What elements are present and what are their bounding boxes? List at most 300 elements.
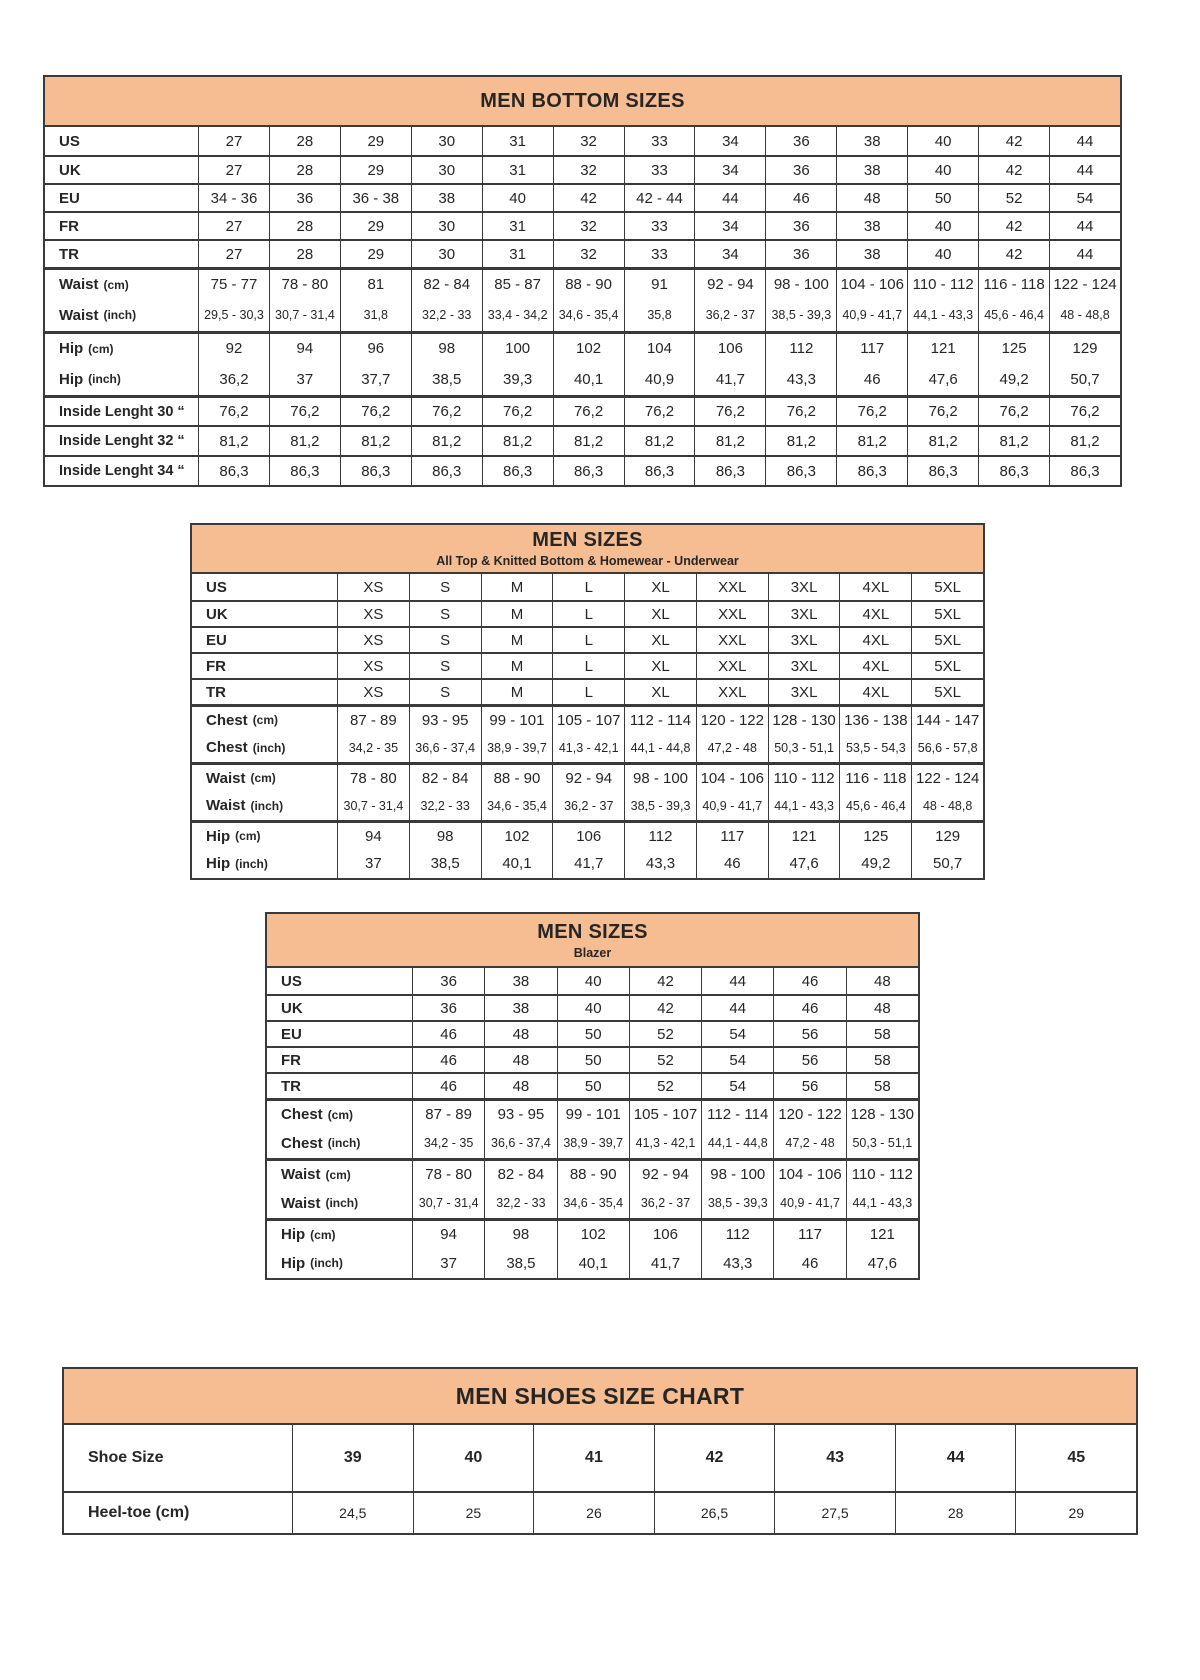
value-cell: M [481,680,553,704]
value-cell: 44 [694,185,765,211]
value-cell: L [552,602,624,626]
men-bottom-sizes-body [45,127,1120,485]
value-cell: 81,2 [198,427,269,455]
value-cell: 42 [629,968,701,994]
row-label [45,363,198,395]
value-cell: 92 - 94 [694,270,765,299]
value-cell: 98 [484,1221,556,1248]
value-cell: 44 [1049,241,1120,267]
row-label-text: TR [59,245,79,263]
value-cell: 88 - 90 [481,765,553,791]
value-cell: 94 [269,334,340,363]
value-cell: 93 - 95 [484,1101,556,1128]
value-cell: 81,2 [978,427,1049,455]
value-cell: 38,9 - 39,7 [481,733,553,762]
value-cell: 40 [907,157,978,183]
value-cell: 106 [552,823,624,849]
value-cell: 48 [484,1074,556,1098]
value-cell: 50,7 [1049,363,1120,395]
value-cell: 31 [482,127,553,155]
row-label-unit: (inch) [252,740,286,755]
value-cell: 28 [269,127,340,155]
table-title: MEN SIZES [532,529,643,551]
value-cell: 38 [836,241,907,267]
table-title: MEN BOTTOM SIZES [480,89,685,112]
men-sizes-top-row-uk [192,600,983,626]
value-cell: 30 [411,213,482,239]
row-label [267,1221,412,1248]
value-cell: 76,2 [411,398,482,425]
value-cell: XS [337,602,409,626]
row-label [267,1128,412,1158]
value-cell: 34,2 - 35 [337,733,409,762]
value-cell: 33,4 - 34,2 [482,299,553,331]
value-cell: 40,9 - 41,7 [696,791,768,820]
value-cell: 44,1 - 44,8 [624,733,696,762]
men-sizes-blazer-row-waist-cm [267,1158,918,1188]
value-cell: 34,6 - 35,4 [553,299,624,331]
row-label-text: Waist [206,797,246,814]
value-cell: 121 [846,1221,918,1248]
row-label-text: US [59,132,80,150]
value-cell: 4XL [839,574,911,600]
value-cell: 41,7 [629,1248,701,1278]
value-cell: 42 [629,996,701,1020]
men-bottom-sizes-row-uk [45,155,1120,183]
value-cell: 144 - 147 [911,707,983,733]
men-sizes-top-row-chest-cm [192,704,983,733]
value-cell: 27 [198,127,269,155]
value-cell: 34 [694,241,765,267]
value-cell: M [481,602,553,626]
value-cell: 117 [773,1221,845,1248]
value-cell: 41,7 [694,363,765,395]
value-cell: 48 [484,1022,556,1046]
row-label-text: Waist [59,306,99,324]
value-cell: 33 [624,213,695,239]
value-cell: 40,9 - 41,7 [773,1188,845,1218]
value-cell: 29,5 - 30,3 [198,299,269,331]
men-sizes-top-row-hip-inch [192,849,983,878]
value-cell: 81,2 [694,427,765,455]
value-cell: 104 - 106 [773,1161,845,1188]
value-cell: 36 [765,127,836,155]
row-label-text: Waist [59,276,99,293]
value-cell: 102 [557,1221,629,1248]
value-cell: 116 - 118 [978,270,1049,299]
men-sizes-top-row-fr [192,652,983,678]
men-sizes-blazer-header [267,914,918,968]
value-cell: 86,3 [978,457,1049,485]
value-cell: 46 [773,1248,845,1278]
row-label [192,733,337,762]
value-cell: 36,2 - 37 [694,299,765,331]
value-cell: 76,2 [553,398,624,425]
value-cell: 38,5 [484,1248,556,1278]
value-cell: 4XL [839,654,911,678]
value-cell: 48 - 48,8 [911,791,983,820]
value-cell: 75 - 77 [198,270,269,299]
value-cell: 38,5 [409,849,481,878]
row-label-text: Shoe Size [88,1449,164,1466]
value-cell: 27 [198,241,269,267]
value-cell: 128 - 130 [768,707,840,733]
value-cell: 34 [694,157,765,183]
value-cell: 44 [895,1425,1016,1491]
row-label [267,1188,412,1218]
value-cell: 32 [553,213,624,239]
value-cell: 122 - 124 [1049,270,1120,299]
value-cell: 49,2 [839,849,911,878]
row-label [64,1493,292,1533]
row-label-text: Waist [206,769,246,787]
value-cell: 93 - 95 [409,707,481,733]
value-cell: 128 - 130 [846,1101,918,1128]
value-cell: XL [624,680,696,704]
row-label [45,157,198,183]
value-cell: 76,2 [1049,398,1120,425]
value-cell: 76,2 [978,398,1049,425]
row-label [192,765,337,791]
value-cell: 5XL [911,574,983,600]
value-cell: 44 [1049,213,1120,239]
value-cell: 82 - 84 [409,765,481,791]
value-cell: 87 - 89 [412,1101,484,1128]
value-cell: 46 [773,968,845,994]
value-cell: 100 [482,334,553,363]
value-cell: 36 [765,213,836,239]
value-cell: 48 [846,968,918,994]
value-cell: 50 [557,1048,629,1072]
value-cell: 26,5 [654,1493,775,1533]
row-label-text: Hip [59,340,84,357]
men-sizes-blazer-row-hip-inch [267,1248,918,1278]
value-cell: 34 [694,127,765,155]
value-cell: 81 [340,270,411,299]
row-label-text: Chest [281,1134,323,1152]
value-cell: 106 [694,334,765,363]
row-label-text: Heel-toe (cm) [88,1504,190,1521]
value-cell: 53,5 - 54,3 [839,733,911,762]
value-cell: 40 [907,127,978,155]
value-cell: 91 [624,270,695,299]
row-label [267,996,412,1020]
value-cell: 98 [411,334,482,363]
value-cell: 29 [1015,1493,1136,1533]
men-sizes-top-row-tr [192,678,983,704]
value-cell: 29 [340,213,411,239]
row-label-text: Hip [206,827,231,845]
value-cell: 78 - 80 [337,765,409,791]
men-shoes-size-chart-header [64,1369,1136,1425]
value-cell: 5XL [911,628,983,652]
value-cell: 46 [412,1074,484,1098]
value-cell: 5XL [911,602,983,626]
value-cell: 76,2 [340,398,411,425]
value-cell: 37,7 [340,363,411,395]
size-chart-document [0,75,1200,1680]
row-label-text: EU [59,189,80,207]
value-cell: 28 [269,213,340,239]
row-label [192,654,337,678]
row-label [267,968,412,994]
men-sizes-blazer-row-uk [267,994,918,1020]
row-label [45,457,198,485]
value-cell: 86,3 [1049,457,1120,485]
value-cell: S [409,602,481,626]
men-sizes-blazer-row-waist-inch [267,1188,918,1218]
value-cell: 31,8 [340,299,411,331]
value-cell: 27 [198,213,269,239]
value-cell: 81,2 [836,427,907,455]
row-label-unit: (inch) [310,1256,343,1270]
row-label-text: US [281,972,302,990]
value-cell: 81,2 [553,427,624,455]
value-cell: 37 [337,849,409,878]
table-subtitle: All Top & Knitted Bottom & Homewear - Underwear [436,554,739,568]
value-cell: 36 [269,185,340,211]
value-cell: 110 - 112 [768,765,840,791]
men-sizes-top-row-eu [192,626,983,652]
value-cell: 47,6 [846,1248,918,1278]
value-cell: 40 [907,241,978,267]
value-cell: 38 [484,968,556,994]
men-bottom-sizes-row-eu [45,183,1120,211]
value-cell: 121 [907,334,978,363]
row-label-unit: (cm) [250,771,276,785]
men-bottom-sizes-row-tr [45,239,1120,267]
value-cell: 28 [269,157,340,183]
value-cell: 26 [533,1493,654,1533]
men-bottom-sizes-row-hip-inch [45,363,1120,395]
row-label [267,1248,412,1278]
value-cell: 43,3 [765,363,836,395]
value-cell: 32 [553,127,624,155]
row-label-unit: (cm) [88,341,114,356]
value-cell: 56 [773,1022,845,1046]
men-bottom-sizes-table [43,75,1122,487]
row-label-text: UK [59,161,81,179]
value-cell: XS [337,628,409,652]
men-shoes-size-chart-row-heel-toe-cm [64,1491,1136,1533]
value-cell: 32,2 - 33 [484,1188,556,1218]
value-cell: 3XL [768,680,840,704]
value-cell: 38 [411,185,482,211]
value-cell: XXL [696,628,768,652]
value-cell: 39,3 [482,363,553,395]
row-label [267,1101,412,1128]
value-cell: XS [337,574,409,600]
value-cell: 81,2 [340,427,411,455]
men-sizes-top-row-us [192,574,983,600]
value-cell: 86,3 [836,457,907,485]
men-sizes-blazer-row-chest-cm [267,1098,918,1128]
value-cell: 116 - 118 [839,765,911,791]
men-sizes-blazer-row-us [267,968,918,994]
value-cell: 56 [773,1048,845,1072]
value-cell: 31 [482,241,553,267]
value-cell: 47,6 [907,363,978,395]
row-label [192,791,337,820]
row-label-text: US [206,578,227,596]
row-label-text: TR [206,683,226,701]
value-cell: 44 [1049,157,1120,183]
row-label-unit: (cm) [310,1227,336,1242]
row-label-text: FR [206,657,226,675]
value-cell: 129 [1049,334,1120,363]
value-cell: 45 [1015,1425,1136,1491]
value-cell: 88 - 90 [557,1161,629,1188]
value-cell: 82 - 84 [484,1161,556,1188]
row-label [45,334,198,363]
value-cell: 76,2 [836,398,907,425]
row-label-unit: (cm) [103,277,129,292]
row-label-unit: (inch) [325,1196,359,1210]
value-cell: L [552,680,624,704]
value-cell: 76,2 [482,398,553,425]
value-cell: 36 [412,968,484,994]
value-cell: 42 [978,127,1049,155]
value-cell: 30 [411,127,482,155]
value-cell: 30 [411,157,482,183]
value-cell: 38,5 [411,363,482,395]
men-bottom-sizes-row-hip-cm [45,331,1120,363]
row-label-text: Hip [206,855,231,872]
value-cell: S [409,680,481,704]
value-cell: 43,3 [624,849,696,878]
value-cell: 46 [765,185,836,211]
value-cell: 35,8 [624,299,695,331]
value-cell: 47,2 - 48 [696,733,768,762]
men-bottom-sizes-header [45,77,1120,127]
men-sizes-top-row-chest-inch [192,733,983,762]
value-cell: 24,5 [292,1493,413,1533]
value-cell: 39 [292,1425,413,1491]
value-cell: 49,2 [978,363,1049,395]
row-label-unit: (inch) [88,372,121,386]
value-cell: 36,2 [198,363,269,395]
value-cell: 82 - 84 [411,270,482,299]
row-label-text: Chest [206,739,248,756]
value-cell: 4XL [839,680,911,704]
value-cell: 44 [701,996,773,1020]
men-bottom-sizes-row-inside-lenght-32 [45,425,1120,455]
men-sizes-top-row-waist-cm [192,762,983,791]
row-label-unit: (cm) [327,1107,354,1122]
value-cell: 48 [836,185,907,211]
value-cell: 40 [413,1425,534,1491]
value-cell: 33 [624,241,695,267]
value-cell: L [552,654,624,678]
value-cell: 40 [557,968,629,994]
value-cell: 76,2 [765,398,836,425]
value-cell: 106 [629,1221,701,1248]
value-cell: 36,2 - 37 [552,791,624,820]
value-cell: 105 - 107 [552,707,624,733]
value-cell: 38 [836,127,907,155]
table-title: MEN SHOES SIZE CHART [455,1382,745,1409]
value-cell: XXL [696,680,768,704]
row-label [45,185,198,211]
value-cell: 120 - 122 [773,1101,845,1128]
value-cell: 31 [482,157,553,183]
value-cell: 34 - 36 [198,185,269,211]
row-label [45,127,198,155]
row-label [45,213,198,239]
row-label [192,823,337,849]
value-cell: XS [337,654,409,678]
value-cell: S [409,574,481,600]
row-label-unit: (inch) [235,856,268,871]
value-cell: 29 [340,241,411,267]
value-cell: 25 [413,1493,534,1533]
value-cell: 104 - 106 [696,765,768,791]
row-label [267,1074,412,1098]
row-label-unit: (cm) [252,713,279,727]
men-sizes-top-row-hip-cm [192,820,983,849]
value-cell: 40,9 [624,363,695,395]
row-label [192,707,337,733]
value-cell: 38,9 - 39,7 [557,1128,629,1158]
value-cell: 40,1 [481,849,553,878]
value-cell: XXL [696,654,768,678]
value-cell: 32 [553,241,624,267]
row-label [267,1161,412,1188]
value-cell: 54 [701,1048,773,1072]
row-label-text: TR [281,1077,301,1095]
value-cell: 54 [1049,185,1120,211]
value-cell: M [481,574,553,600]
value-cell: 47,2 - 48 [773,1128,845,1158]
value-cell: 40,1 [557,1248,629,1278]
row-label-text: Chest [206,711,248,729]
value-cell: 76,2 [269,398,340,425]
value-cell: 30,7 - 31,4 [337,791,409,820]
value-cell: XXL [696,602,768,626]
value-cell: 42 [978,241,1049,267]
value-cell: 88 - 90 [553,270,624,299]
row-label-text: Chest [281,1106,323,1123]
value-cell: 110 - 112 [907,270,978,299]
men-sizes-blazer-row-chest-inch [267,1128,918,1158]
value-cell: 33 [624,127,695,155]
value-cell: 30,7 - 31,4 [412,1188,484,1218]
row-label-text: Hip [281,1226,306,1243]
men-bottom-sizes-row-inside-lenght-30 [45,395,1120,425]
value-cell: 40 [907,213,978,239]
value-cell: 50 [557,1074,629,1098]
value-cell: 38 [836,157,907,183]
value-cell: 42 [654,1425,775,1491]
value-cell: 86,3 [340,457,411,485]
value-cell: 50,3 - 51,1 [768,733,840,762]
value-cell: 45,6 - 46,4 [839,791,911,820]
row-label-text: Hip [281,1254,306,1272]
value-cell: 28 [269,241,340,267]
value-cell: 46 [773,996,845,1020]
value-cell: 50,7 [911,849,983,878]
value-cell: 50 [907,185,978,211]
row-label [267,1048,412,1072]
value-cell: 34,2 - 35 [412,1128,484,1158]
row-label [192,574,337,600]
value-cell: 43 [774,1425,895,1491]
row-label [267,1022,412,1046]
value-cell: 104 - 106 [836,270,907,299]
value-cell: 38 [836,213,907,239]
value-cell: 41 [533,1425,654,1491]
value-cell: 102 [481,823,553,849]
